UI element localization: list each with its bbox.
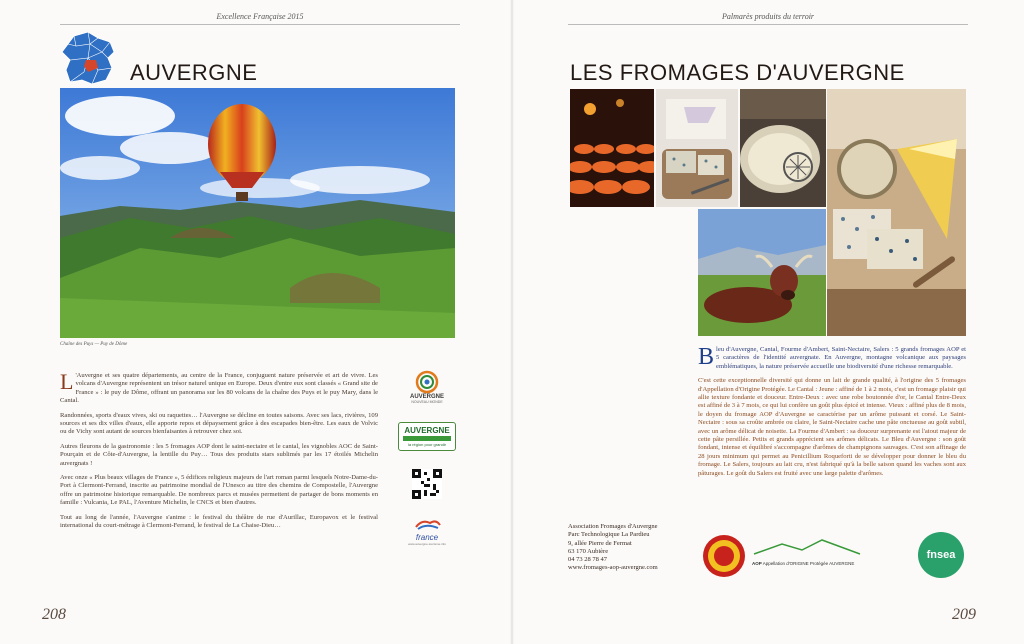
assoc-line2: Parc Technologique La Pardieu [568,531,650,539]
paragraph-3: Autres fleurons de la gastronomie : les 5 fromages AOP dont le saint-nectaire et le cantal, les vignobles AOC de Saint-Pourçain et de Côte-d'Auvergne, la lentille du Puy… Tous des produits stars sublimés par les 17 étoilés Michelin auvergnats ! [60,442,378,467]
region-logo-sub: NOUVEAU MONDE [411,400,443,404]
qr-code[interactable] [392,469,462,499]
body-paragraph: C'est cette exceptionnelle diversité qui donne un lait de grande qualité, à l'origine des 5 fromages d'Appellation d'Origine Protégée. Le Cantal : Jeune : affiné de 1 à 2 mois, c'est un fromage plaisir qui allie texture fondante et douceur. Entre-Deux : avec une robe boutonnée d'or, le Cantal Entre-Deux est affiné de 3 à 7 mois, ce qui lui confère un goût plus épicé et intense. Vieux : affiné plus de 8 mois, le doyen du fromage AOP d'Auvergne se caractérise par un arôme puissant et corsé. Le Saint-Nectaire : sous sa croûte ambrée ou claire, le Saint-Nectaire cache une pâte onctueuse au goût subtil, avec un arôme délicat de noisette. La Fourme d'Ambert : sa douceur surprenante est l'atout majeur de cette pâte persillée. Petits et grands apprécient ses arômes délicats. Le Bleu d'Auvergne : son goût fondant, intense et équilibré s'accompagne d'arômes de champignons sauvages. C'est son affinage de 28 jours minimum qui permet au Penicillium Roqueforti de se développer pour donner le bleu du fromage. Le Salers, toujours au lait cru, n'est fabriqué qu'à la belle saison quand les vaches sont aux pâturages. Le goût du Salers est fruité avec une large palette d'arômes. [698,377,966,477]
running-head-left-rule [60,24,460,25]
intro-paragraph [698,346,966,371]
badge-title: AUVERGNE [404,426,450,435]
page-number-left: 208 [42,606,66,623]
association-address [568,523,658,573]
fnsea-logo [918,532,964,578]
running-head-right-rule [568,24,968,25]
aop-prefix: AOP [752,561,762,566]
cheese-board-photo [827,89,966,336]
salers-cow-photo [698,209,826,336]
auvergne-badge-logo [392,422,462,451]
badge-stripe [403,436,451,441]
france-map-icon [58,30,120,86]
france-tourism-logo [392,517,462,546]
region-swirl-icon [414,370,440,394]
paragraph-1 [60,369,378,406]
volcano-balloon-photo [60,88,455,338]
badge-sub: la région pour grandir [407,442,447,447]
running-head-right [568,12,968,25]
cheese-making-photo [740,89,826,207]
paragraph-1-text: 'Auvergne et ses quatre départements, au centre de la France, conjuguent nature préservée et art de vivre. Les volcans d'Auvergne représentent un trésor naturel unique en Europe. Deux d'entre eux sont classés « Grand site de France » : le puy de Dôme, offrant un panorama sur les 80 volcans de la chaîne des Puys et le puy Mary, dans le Cantal. [60,372,378,405]
france-word: france [415,533,439,542]
bread-bleu-photo [656,89,738,207]
page-title-right: LES FROMAGES D'AUVERGNE [570,60,905,85]
auvergne-region-logo [392,370,462,404]
assoc-name: Association Fromages d'Auvergne [568,523,658,530]
spread-gutter [510,0,514,644]
france-tourism-icon [412,517,442,533]
qr-code-icon [412,469,442,499]
badge-frame [398,422,456,451]
intro-text: leu d'Auvergne, Cantal, Fourme d'Ambert, Saint-Nectaire, Salers : 5 grands fromages AOP et 5 caractères de l'identité auvergnate. En Auvergne, montagne volcanique aux paysages emblématiques, la nature préservée accueille une biodiversité d'une richesse remarquable. [716,346,966,370]
partner-logos [392,370,462,564]
running-head-left [60,12,460,25]
mountain-line-icon [752,538,862,556]
running-head-left-text: Excellence Française 2015 [216,12,304,21]
assoc-phone: 04 73 28 78 47 [568,556,607,564]
left-article-text [60,369,378,537]
page-title-left: AUVERGNE [130,60,258,85]
aop-label: Appellation d'ORIGINE Protégée AUVERGNE [762,561,855,566]
paragraph-5: Tout au long de l'année, l'Auvergne s'anime : le festival du théâtre de rue d'Aurillac, Europavox et le festival international du court-métrage à Clermont-Ferrand, le festival de La Chaise-Dieu… [60,513,378,530]
aop-seal-icon [702,534,746,578]
page-number-right: 209 [952,606,976,623]
assoc-website[interactable]: www.fromages-aop-auvergne.com [568,564,658,572]
paragraph-2: Randonnées, sports d'eaux vives, ski ou raquettes… l'Auvergne se décline en toutes saisons. Avec ses lacs, rivières, 109 sources et ses dix villes d'eaux, elle apporte repos et dépaysement grâce à des escapades bien-être. Les eaux de Volvic ou de Vichy sont autant de sources bienfaisantes à retrouver chez soi. [60,411,378,436]
region-logo-name: AUVERGNE [409,394,444,400]
dropcap-b: B [698,344,715,370]
aop-auvergne-logo [752,538,862,574]
fnsea-label: fnsea [926,549,956,561]
france-url: www.auvergne-tourisme.info [408,542,446,546]
aop-label-line [752,561,862,566]
paragraph-4: Avec onze « Plus beaux villages de France », 5 édifices religieux majeurs de l'art roman parmi lesquels Notre-Dame-du-Port à Clermont-Ferrand, inscrite au patrimoine mondial de l'Unesco au titre des chemins de Compostelle, l'Auvergne offre un patrimoine historique remarquable. De nombreux parcs et musées permettent de partager de bons moments en famille : Vulcania, Le PAL, l'Aventure Michelin, le CNCS et bien d'autres. [60,474,378,507]
right-article-text [698,346,966,484]
assoc-line3: 9, allée Pierre de Fermat [568,539,632,547]
running-head-right-text: Palmarès produits du terroir [721,12,815,21]
certification-seals [702,530,964,584]
photo-caption: Chaîne des Puys — Puy de Dôme [60,342,128,347]
dropcap-l: L [60,369,74,394]
cellar-cheese-photo [570,89,654,207]
assoc-line4: 63 170 Aubière [568,547,609,555]
